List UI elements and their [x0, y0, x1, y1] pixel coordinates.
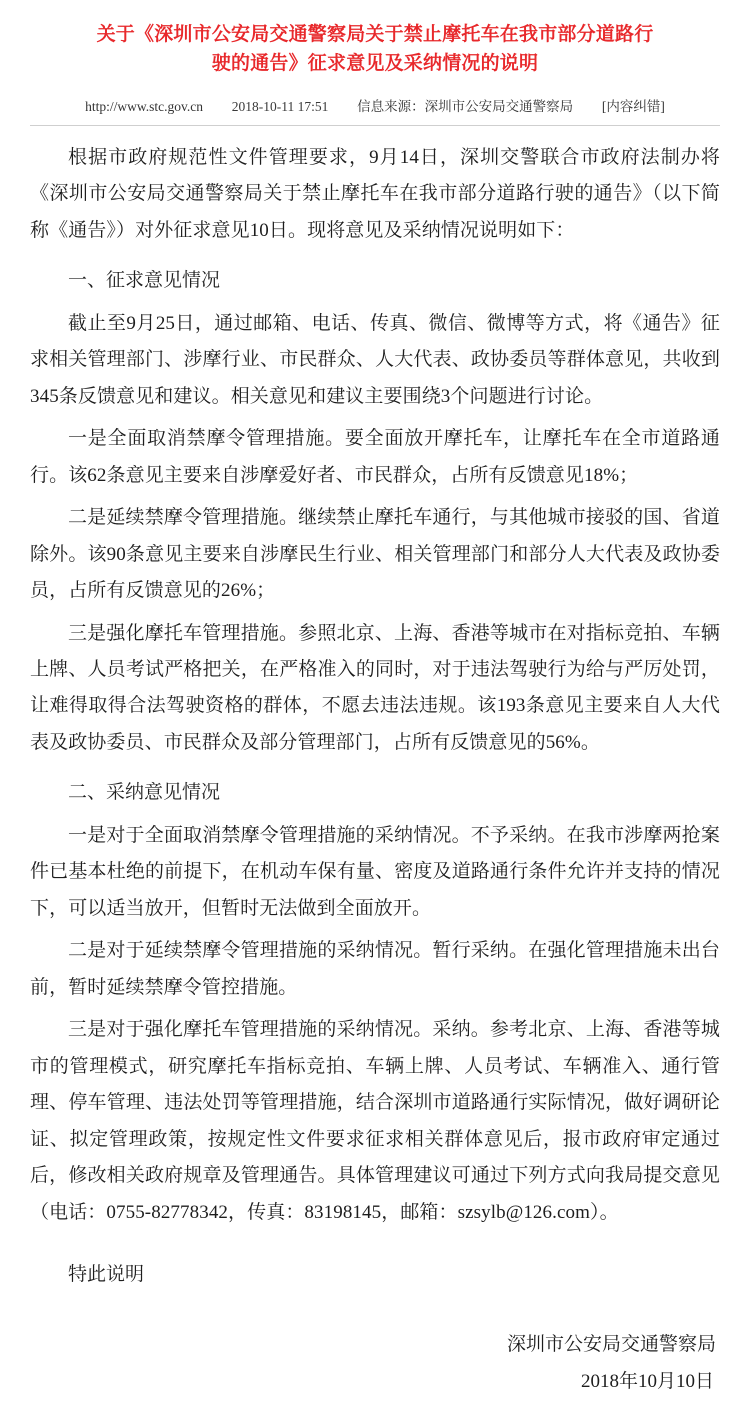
page-title: 关于《深圳市公安局交通警察局关于禁止摩托车在我市部分道路行驶的通告》征求意见及采纳情况的说明 [96, 24, 654, 75]
source-value: 深圳市公安局交通警察局 [424, 98, 574, 114]
paragraph-opinion-2: 二是延续禁摩令管理措施。继续禁止摩托车通行，与其他城市接驳的国、省道除外。该90条意见主要来自涉摩民生行业、相关管理部门和部分人大代表及政协委员，占所有反馈意见的26%； [30, 507, 720, 602]
paragraph-intro: 根据市政府规范性文件管理要求，9月14日，深圳交警联合市政府法制办将《深圳市公安局交通警察局关于禁止摩托车在我市部分道路行驶的通告》（以下简称《通告》）对外征求意见10日。现将意见及采纳情况说明如下： [30, 146, 720, 241]
paragraph-adoption-1: 一是对于全面取消禁摩令管理措施的采纳情况。不予采纳。在我市涉摩两抢案件已基本杜绝的前提下，在机动车保有量、密度及道路通行条件允许并支持的情况下，可以适当放开，但暂时无法做到全面放开。 [30, 824, 720, 919]
paragraph-adoption-2: 二是对于延续禁摩令管理措施的采纳情况。暂行采纳。在强化管理措施未出台前，暂时延续禁摩令管控措施。 [30, 940, 720, 998]
paragraph-feedback-summary: 截止至9月25日，通过邮箱、电话、传真、微信、微博等方式，将《通告》征求相关管理部门、涉摩行业、市民群众、人大代表、政协委员等群体意见，共收到345条反馈意见和建议。相关意见和建议主要围绕3个问题进行讨论。 [30, 312, 720, 407]
content-correction-link[interactable]: [内容纠错] [601, 98, 665, 114]
paragraph-adoption-3: 三是对于强化摩托车管理措施的采纳情况。采纳。参考北京、上海、香港等城市的管理模式，研究摩托车指标竞拍、车辆上牌、人员考试、车辆准入、通行管理、停车管理、违法处罚等管理措施，结合深圳市道路通行实际情况，做好调研论证、拟定管理政策，按规定性文件要求征求相关群体意见后，报市政府审定通过后，修改相关政府规章及管理通告。具体管理建议可通过下列方式向我局提交意见（电话：0755-82778342，传真：83198145，邮箱：szsylb@126.com）。 [30, 1019, 720, 1223]
signature-date: 2018年10月10日 [580, 1370, 714, 1392]
signature-organization: 深圳市公安局交通警察局 [506, 1334, 716, 1356]
header-divider [30, 125, 720, 126]
closing-statement: 特此说明 [68, 1264, 145, 1285]
publish-datetime: 2018-10-11 17:51 [231, 98, 329, 114]
bottom-spacer [30, 1400, 720, 1410]
paragraph-opinion-1: 一是全面取消禁摩令管理措施。要全面放开摩托车，让摩托车在全市道路通行。该62条意见主要来自涉摩爱好者、市民群众，占所有反馈意见18%； [30, 428, 720, 486]
paragraph-opinion-3: 三是强化摩托车管理措施。参照北京、上海、香港等城市在对指标竞拍、车辆上牌、人员考试严格把关，在严格准入的同时，对于违法驾驶行为给与严厉处罚，让难得取得合法驾驶资格的群体，不愿去违法违规。该193条意见主要来自人大代表及政协委员、市民群众及部分管理部门，占所有反馈意见的56%。 [30, 622, 720, 753]
signature-block [30, 1327, 720, 1399]
document-meta [30, 95, 720, 115]
section-heading-2: 二、采纳意见情况 [68, 782, 221, 804]
source-url[interactable]: http://www.stc.gov.cn [85, 98, 203, 114]
section-heading-1: 一、征求意见情况 [68, 270, 221, 292]
source-label: 信息来源： [357, 98, 425, 114]
